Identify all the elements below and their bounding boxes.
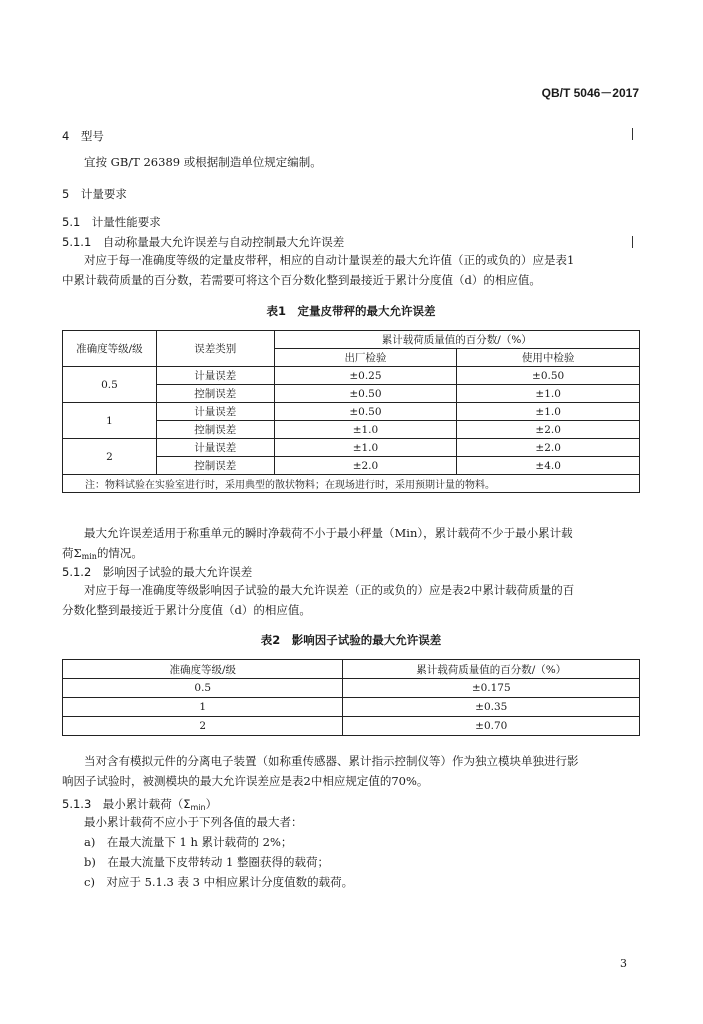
paragraph-line: 对应于每一准确度等级的定量皮带秤，相应的自动计量误差的最大允许值（正的或负的）应是表1 — [84, 253, 575, 267]
table-1-caption: 表1 定量皮带秤的最大允许误差 — [266, 304, 436, 318]
value-cell: ±0.175 — [343, 679, 640, 698]
table-1-header-value: 累计载荷质量值的百分数/（%） — [274, 331, 639, 349]
section-5-heading: 5 计量要求 — [62, 187, 127, 201]
text-fragment: 5.1.3 最小累计载荷（Σ — [62, 797, 191, 811]
grade-cell: 0.5 — [63, 679, 343, 698]
text-fragment: ） — [205, 797, 218, 811]
table-1-note: 注：物料试验在实验室进行时，采用典型的散状物料；在现场进行时，采用预期计量的物料。 — [63, 475, 640, 493]
value-cell: ±0.35 — [343, 698, 640, 717]
section-4-heading: 4 型号 — [62, 129, 104, 143]
table-row — [63, 698, 640, 717]
margin-mark — [632, 236, 633, 248]
table-2-caption: 表2 影响因子试验的最大允许误差 — [260, 633, 442, 647]
factory-cell: ±0.25 — [274, 367, 457, 385]
text-fragment: 荷Σ — [62, 546, 82, 560]
factory-cell: ±1.0 — [274, 439, 457, 457]
grade-cell: 0.5 — [63, 367, 157, 403]
page-number: 3 — [620, 957, 627, 970]
margin-mark — [632, 128, 633, 140]
type-cell: 控制误差 — [156, 385, 274, 403]
grade-cell: 2 — [63, 439, 157, 475]
subscript: min — [81, 552, 97, 561]
text-fragment: 的情况。 — [96, 546, 143, 560]
inuse-cell: ±2.0 — [457, 439, 640, 457]
table-row — [63, 679, 640, 698]
list-item: b) 在最大流量下皮带转动 1 整圈获得的载荷； — [84, 855, 329, 869]
factory-cell: ±2.0 — [274, 457, 457, 475]
table-row — [63, 403, 640, 421]
table-1-header-inuse: 使用中检验 — [457, 349, 640, 367]
section-5-1-3-heading — [62, 796, 217, 812]
factory-cell: ±0.50 — [274, 385, 457, 403]
table-row — [63, 367, 640, 385]
type-cell: 控制误差 — [156, 421, 274, 439]
section-5-1-heading: 5.1 计量性能要求 — [62, 215, 161, 229]
inuse-cell: ±1.0 — [457, 385, 640, 403]
paragraph-line: 中累计载荷质量的百分数，若需要可将这个百分数化整到最接近于累计分度值（d）的相应值。 — [62, 273, 541, 287]
section-4-text: 宜按 GB/T 26389 或根据制造单位规定编制。 — [84, 155, 322, 169]
type-cell: 计量误差 — [156, 403, 274, 421]
paragraph-line: 响因子试验时，被测模块的最大允许误差应是表2中相应规定值的70%。 — [62, 774, 429, 788]
grade-cell: 1 — [63, 403, 157, 439]
type-cell: 计量误差 — [156, 439, 274, 457]
type-cell: 计量误差 — [156, 367, 274, 385]
paragraph-line: 最大允许误差适用于称重单元的瞬时净载荷不小于最小秤量（Min），累计载荷不少于最小累计载 — [84, 526, 573, 540]
inuse-cell: ±4.0 — [457, 457, 640, 475]
table-2-header-grade: 准确度等级/级 — [63, 660, 343, 679]
table-1-header-grade: 准确度等级/级 — [63, 331, 157, 367]
list-item: c) 对应于 5.1.3 表 3 中相应累计分度值数的载荷。 — [84, 875, 354, 889]
grade-cell: 2 — [63, 717, 343, 736]
inuse-cell: ±2.0 — [457, 421, 640, 439]
table-1-header-type: 误差类别 — [156, 331, 274, 367]
paragraph-line: 当对含有模拟元件的分离电子装置（如称重传感器、累计指示控制仪等）作为独立模块单独进行影 — [84, 754, 579, 768]
inuse-cell: ±0.50 — [457, 367, 640, 385]
table-2 — [62, 659, 640, 736]
list-item: a) 在最大流量下 1 h 累计载荷的 2%； — [84, 835, 293, 849]
standard-number: QB/T 5046－2017 — [541, 86, 639, 100]
section-5-1-1-heading: 5.1.1 自动称量最大允许误差与自动控制最大允许误差 — [62, 235, 345, 249]
inuse-cell: ±1.0 — [457, 403, 640, 421]
table-row — [63, 439, 640, 457]
value-cell: ±0.70 — [343, 717, 640, 736]
paragraph-line: 分数化整到最接近于累计分度值（d）的相应值。 — [62, 603, 311, 617]
grade-cell: 1 — [63, 698, 343, 717]
factory-cell: ±0.50 — [274, 403, 457, 421]
factory-cell: ±1.0 — [274, 421, 457, 439]
section-5-1-2-heading: 5.1.2 影响因子试验的最大允许误差 — [62, 565, 253, 579]
table-row — [63, 717, 640, 736]
table-2-header-value: 累计载荷质量值的百分数/（%） — [343, 660, 640, 679]
type-cell: 控制误差 — [156, 457, 274, 475]
paragraph-line: 对应于每一准确度等级影响因子试验的最大允许误差（正的或负的）应是表2中累计载荷质量的百 — [84, 583, 575, 597]
table-1 — [62, 330, 640, 493]
subscript: min — [190, 803, 206, 812]
paragraph-line: 最小累计载荷不应小于下列各值的最大者： — [84, 815, 303, 829]
table-1-header-factory: 出厂检验 — [274, 349, 457, 367]
